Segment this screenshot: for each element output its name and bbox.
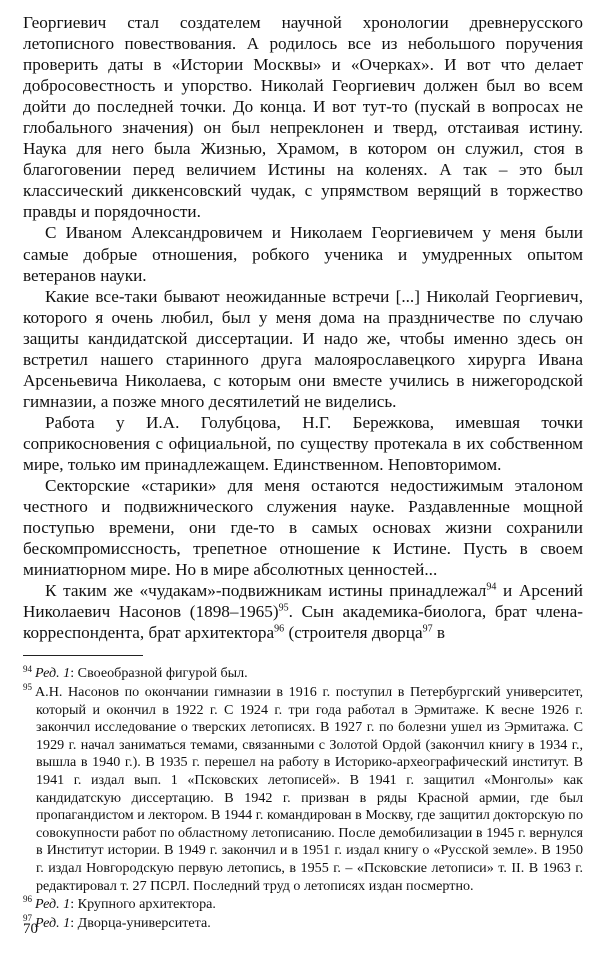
paragraph <box>23 412 583 475</box>
footnote-number: 95 <box>23 682 32 693</box>
paragraph-text: (строителя дворца <box>284 623 423 643</box>
footnotes <box>23 665 583 932</box>
footnote <box>23 665 583 683</box>
main-text <box>23 12 583 643</box>
footnote-editor-label: Ред. 1 <box>35 665 71 682</box>
paragraph-text: Работа у И.А. Голубцова, Н.Г. Бережкова, имевшая точки соприкосновения с официальной, по существу протекала в их собственном мире, только им принадлежащем. Единственном. Неповторимом. <box>23 412 583 474</box>
footnote-editor-label: Ред. 1 <box>35 896 71 913</box>
footnote-text: А.Н. Насонов по окончании гимназии в 1916 г. поступил в Петербургский университет, который и окончил в 1922 г. С 1924 г. три года работал в Эрмитаже. К весне 1926 г. закончил исследование о тверских летописях. В 1927 г. по болезни ушел из Эрмитажа. С 1929 г. начал заниматься темами, связанными с Золотой Ордой (закончил книгу в 1934 г., вышла в 1940 г.). В 1935 г. перешел на работу в Историко-археографический институт. В 1941 г. издал вып. 1 «Псковских летописей». В 1941 г. защитил «Монголы» как кандидатскую диссертацию. В 1942 г. призван в ряды Красной армии, где был пропагандистом и лектором. В 1944 г. командирован в Москву, где защитил докторскую по совокупности работ по областному летописанию. После демобилизации в 1945 г. вернулся в Институт истории. В 1949 г. закончил и в 1951 г. издал книгу о «Русской земле». В 1950 г. издал Новгородскую первую летопись, в 1955 г. – «Псковские летописи» т. II. В 1963 г. редактировал т. 27 ПСРЛ. Последний труд о летописях издан посмертно. <box>35 684 583 894</box>
footnote-text: : Дворца-университета. <box>70 914 211 931</box>
footnote-ref[interactable]: 96 <box>274 623 285 635</box>
paragraph <box>23 222 583 285</box>
footnote-divider <box>23 655 143 656</box>
footnote <box>23 684 583 895</box>
footnote-number: 97 <box>23 913 32 924</box>
paragraph-text: Какие все-таки бывают неожиданные встречи [...] Николай Георгиевич, которого я очень любил, был у меня дома на праздничестве по случаю защиты кандидатской диссертации. И надо же, чтобы именно здесь он встретил нашего старинного друга малоярославецкого хирурга Ивана Арсеньевича Николаева, с которым они вместе учились в нижегородской гимназии, а позже много десятилетий не виделись. <box>23 286 583 411</box>
paragraph-text: и Арсений Николаевич Насонов (1898–1965) <box>23 581 583 622</box>
paragraph <box>23 580 583 643</box>
paragraph-text: Секторские «старики» для меня остаются недостижимым эталоном честного и подвижнического служения науке. Раздавленные мощной поступью времени, они где-то в самых основах жизни сохранили бескомпромиссность, трепетное отношение к Истине. Пусть в своем миниатюрном мире. Но в мире абсолютных ценностей... <box>23 476 583 580</box>
footnote-text: : Крупного архитектора. <box>70 896 216 913</box>
footnote-ref[interactable]: 97 <box>422 623 433 635</box>
paragraph <box>23 12 583 222</box>
paragraph-text: . Сын академика-биолога, брат члена-корреспондента, брат архитектора <box>23 602 583 643</box>
paragraph <box>23 475 583 580</box>
footnote <box>23 915 583 933</box>
footnote-editor-label: Ред. 1 <box>35 914 71 931</box>
paragraph <box>23 286 583 412</box>
paragraph-text: К таким же «чудакам»-подвижникам истины принадлежал <box>45 581 487 601</box>
footnote-number: 94 <box>23 663 32 674</box>
paragraph-text: в <box>432 623 446 643</box>
footnote <box>23 896 583 914</box>
page-number: 70 <box>23 921 38 937</box>
footnote-number: 96 <box>23 894 32 905</box>
footnote-ref[interactable]: 94 <box>486 581 497 593</box>
paragraph-text: С Иваном Александровичем и Николаем Георгиевичем у меня были самые добрые отношения, робкого ученика и умудренных опытом ветеранов науки. <box>23 223 583 285</box>
footnote-ref[interactable]: 95 <box>278 602 289 614</box>
footnote-text: : Своеобразной фигурой был. <box>70 665 248 682</box>
paragraph-text: Георгиевич стал создателем научной хронологии древнерусского летописного повествования. А родилось все из небольшого поручения проверить даты в «Истории Москвы» и «Очерках». И вот что делает добросовестность и упорство. Николай Георгиевич должен был во всем дойти до последней точки. До конца. И вот тут-то (пускай в вопросах не глобального значения) он был непреклонен и тверд, отстаивая истину. Наука для него была Жизнью, Храмом, в котором он служил, стоя в благоговении перед величием Истины на коленях. А так – это был классический диккенсовский чудак, с упрямством верящий в торжество правды и порядочности. <box>23 13 583 222</box>
